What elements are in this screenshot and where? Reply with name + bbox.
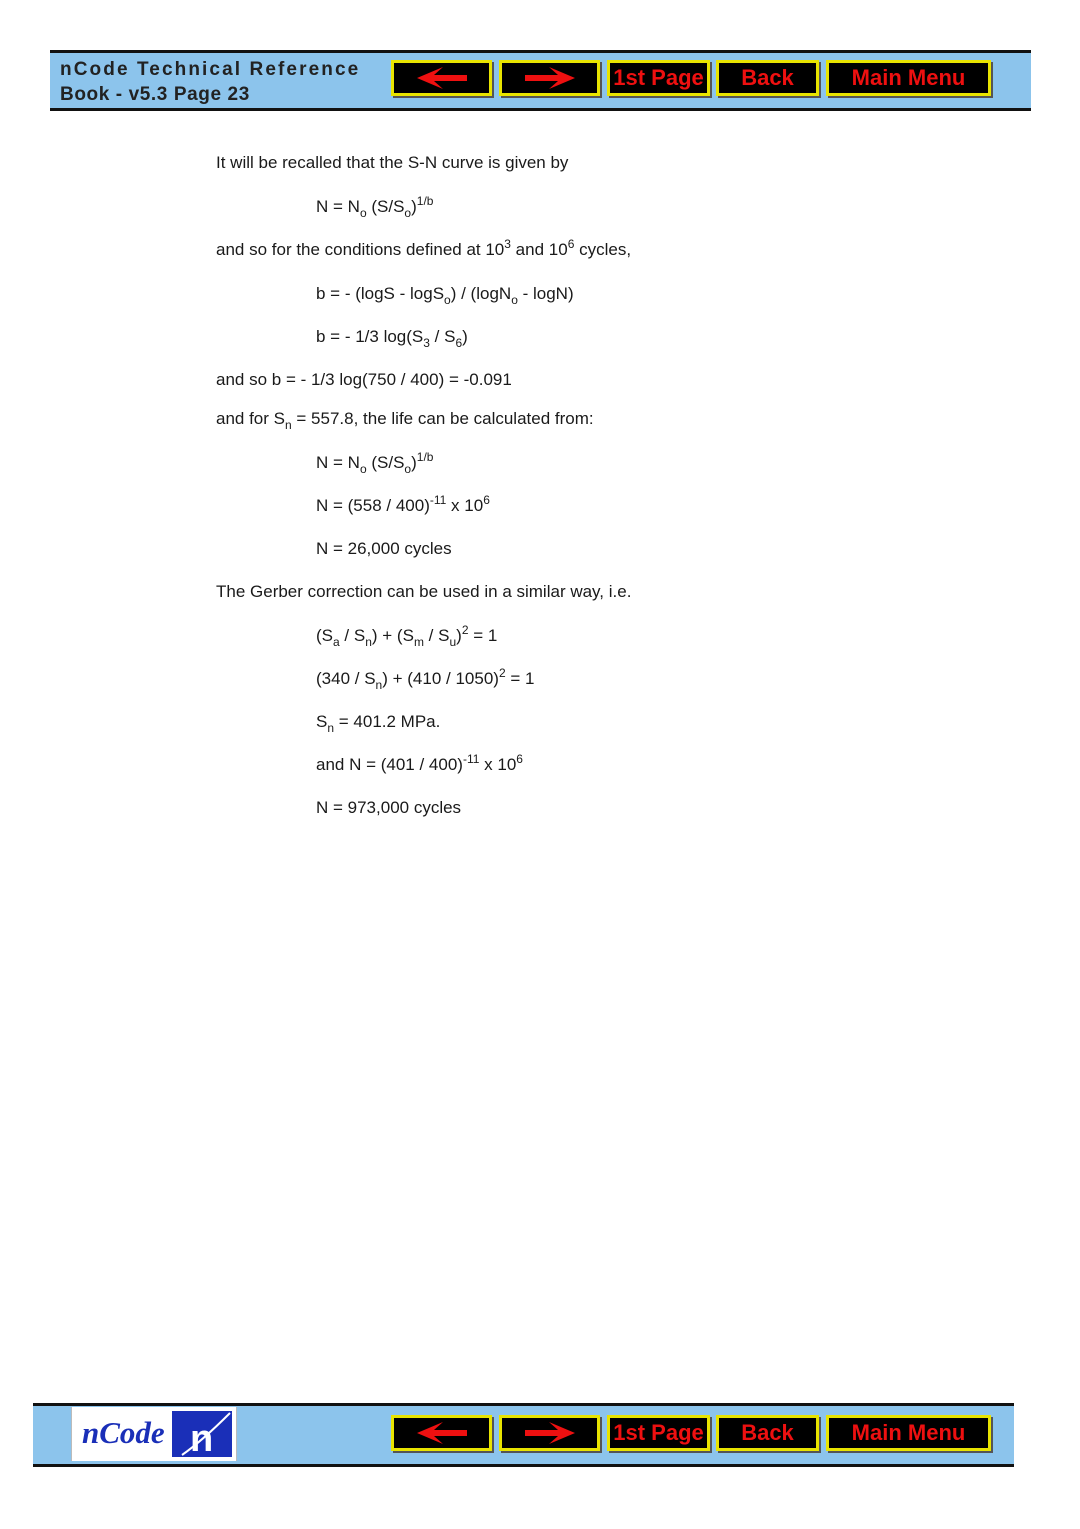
next-page-button-bottom[interactable] <box>499 1415 600 1451</box>
life-result-2: N = 973,000 cycles <box>316 798 462 817</box>
left-arrow-icon <box>417 1422 467 1444</box>
sn-curve-equation-2: $N = N_o$ $(S/S_o)^{1/b}$ <box>316 450 434 476</box>
gerber-intro-text: The Gerber correction can be used in a similar way, i.e. <box>216 582 632 601</box>
intro-text: It will be recalled that the S-N curve is given by <box>216 153 569 172</box>
previous-page-button[interactable] <box>391 60 492 96</box>
right-arrow-icon <box>525 67 575 89</box>
previous-page-button-bottom[interactable] <box>391 1415 492 1451</box>
conditions-text: and so for the conditions defined at $10^3$ and $10^6$ cycles, <box>216 237 632 259</box>
main-menu-button[interactable]: Main Menu <box>826 60 991 96</box>
logo-wordmark: nCode <box>82 1415 165 1450</box>
right-arrow-icon <box>525 1422 575 1444</box>
back-button[interactable]: Back <box>716 60 819 96</box>
title-line-1: nCode Technical Reference <box>60 59 361 80</box>
first-page-button-bottom[interactable]: 1st Page <box>607 1415 710 1451</box>
first-page-button[interactable]: 1st Page <box>607 60 710 96</box>
life-result: N = 26,000 cycles <box>316 539 452 558</box>
life-calculation-2: and N = (401 / 400)$^{-11}$ x $10^6$ <box>316 752 523 774</box>
footer-bar <box>33 1403 1014 1467</box>
life-calculation: N = (558 / 400)$^{-11}$ x $10^6$ <box>316 493 490 515</box>
svg-text:n: n <box>190 1418 214 1457</box>
title-line-2: Book - v5.3 Page 23 <box>60 84 250 105</box>
document-title <box>60 57 360 107</box>
b-equation-1: b = - (logS - logS$_o$) / (logN$_o$ - logN) <box>316 284 574 307</box>
left-arrow-icon <box>417 67 467 89</box>
main-menu-button-bottom[interactable]: Main Menu <box>826 1415 991 1451</box>
life-intro-text: and for $S_n = 557.8$, the life can be calculated from: <box>216 409 594 432</box>
b-value-text: and so b = - 1/3 log(750 / 400) = -0.091 <box>216 370 512 389</box>
gerber-equation-1: $(S_a / S_n) + (S_m / S_u)^2 = 1$ <box>316 623 498 649</box>
b-equation-2: b = - 1/3 $\log(S_3 / S_6)$ <box>316 327 468 350</box>
gerber-equation-2: $(340 / S_n) + (410 / 1050)^2 = 1$ <box>316 666 535 692</box>
header-bar <box>50 50 1031 111</box>
next-page-button[interactable] <box>499 60 600 96</box>
back-button-bottom[interactable]: Back <box>716 1415 819 1451</box>
ncode-logo <box>71 1407 237 1461</box>
sn-value: $S_n = 401.2$ MPa. <box>316 712 441 735</box>
logo-mark-icon <box>172 1411 232 1457</box>
sn-curve-equation: $N = N_o$ $(S/S_o)^{1/b}$ <box>316 194 434 220</box>
